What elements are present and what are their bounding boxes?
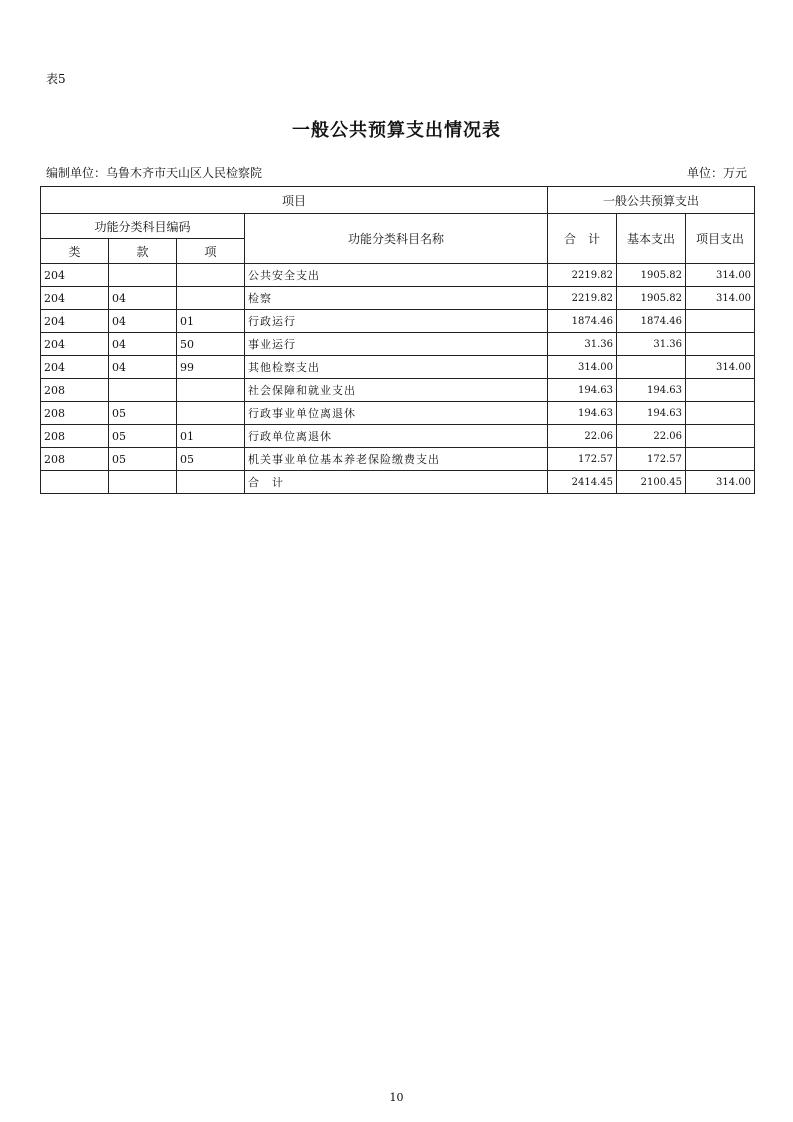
table-row bbox=[41, 425, 755, 448]
cell-lei: 204 bbox=[41, 264, 109, 287]
cell-basic: 1874.46 bbox=[617, 310, 686, 333]
cell-name: 检察 bbox=[245, 287, 548, 310]
cell-total: 31.36 bbox=[548, 333, 617, 356]
cell-project bbox=[686, 379, 755, 402]
cell-project: 314.00 bbox=[686, 287, 755, 310]
cell-lei: 204 bbox=[41, 333, 109, 356]
cell-project bbox=[686, 425, 755, 448]
currency-unit: 单位：万元 bbox=[686, 166, 747, 180]
table-row bbox=[41, 310, 755, 333]
cell-total: 1874.46 bbox=[548, 310, 617, 333]
cell-kuan: 05 bbox=[109, 425, 177, 448]
table-row bbox=[41, 356, 755, 379]
table-row bbox=[41, 448, 755, 471]
cell-xiang: 99 bbox=[177, 356, 245, 379]
header-total: 合 计 bbox=[548, 214, 617, 264]
cell-xiang: 50 bbox=[177, 333, 245, 356]
cell-basic: 194.63 bbox=[617, 379, 686, 402]
cell-name: 机关事业单位基本养老保险缴费支出 bbox=[245, 448, 548, 471]
cell-xiang bbox=[177, 402, 245, 425]
cell-project bbox=[686, 310, 755, 333]
cell-name: 公共安全支出 bbox=[245, 264, 548, 287]
header-project: 项目 bbox=[41, 187, 548, 214]
header-lei: 类 bbox=[41, 239, 109, 264]
cell-total: 314.00 bbox=[548, 356, 617, 379]
header-code-group: 功能分类科目编码 bbox=[41, 214, 245, 239]
cell-name: 事业运行 bbox=[245, 333, 548, 356]
table-row bbox=[41, 402, 755, 425]
cell-kuan: 04 bbox=[109, 310, 177, 333]
cell-kuan bbox=[109, 379, 177, 402]
cell-lei bbox=[41, 471, 109, 494]
cell-project bbox=[686, 448, 755, 471]
cell-kuan bbox=[109, 264, 177, 287]
cell-lei: 204 bbox=[41, 356, 109, 379]
compiling-unit: 编制单位：乌鲁木齐市天山区人民检察院 bbox=[46, 166, 263, 180]
cell-basic: 194.63 bbox=[617, 402, 686, 425]
cell-kuan: 04 bbox=[109, 333, 177, 356]
page-number: 10 bbox=[389, 1091, 404, 1104]
cell-kuan: 04 bbox=[109, 356, 177, 379]
budget-table bbox=[40, 186, 755, 494]
cell-kuan: 05 bbox=[109, 402, 177, 425]
cell-kuan: 04 bbox=[109, 287, 177, 310]
table-body bbox=[41, 264, 755, 494]
cell-name: 合 计 bbox=[245, 471, 548, 494]
header-kuan: 款 bbox=[109, 239, 177, 264]
header-basic: 基本支出 bbox=[617, 214, 686, 264]
cell-project: 314.00 bbox=[686, 471, 755, 494]
cell-lei: 208 bbox=[41, 425, 109, 448]
cell-project: 314.00 bbox=[686, 356, 755, 379]
cell-xiang: 01 bbox=[177, 425, 245, 448]
cell-name: 行政单位离退休 bbox=[245, 425, 548, 448]
cell-basic: 31.36 bbox=[617, 333, 686, 356]
cell-xiang bbox=[177, 264, 245, 287]
table-row bbox=[41, 287, 755, 310]
header-xiang: 项 bbox=[177, 239, 245, 264]
cell-xiang bbox=[177, 379, 245, 402]
cell-basic: 172.57 bbox=[617, 448, 686, 471]
cell-total: 172.57 bbox=[548, 448, 617, 471]
cell-name: 行政事业单位离退休 bbox=[245, 402, 548, 425]
cell-lei: 204 bbox=[41, 310, 109, 333]
header-name: 功能分类科目名称 bbox=[245, 214, 548, 264]
cell-xiang bbox=[177, 471, 245, 494]
cell-name: 其他检察支出 bbox=[245, 356, 548, 379]
page-title: 一般公共预算支出情况表 bbox=[292, 120, 501, 141]
cell-xiang: 05 bbox=[177, 448, 245, 471]
cell-total: 2414.45 bbox=[548, 471, 617, 494]
cell-lei: 204 bbox=[41, 287, 109, 310]
cell-total: 194.63 bbox=[548, 402, 617, 425]
cell-basic: 1905.82 bbox=[617, 287, 686, 310]
cell-lei: 208 bbox=[41, 402, 109, 425]
cell-xiang: 01 bbox=[177, 310, 245, 333]
cell-project bbox=[686, 333, 755, 356]
cell-kuan bbox=[109, 471, 177, 494]
header-project-expense: 项目支出 bbox=[686, 214, 755, 264]
cell-lei: 208 bbox=[41, 379, 109, 402]
cell-basic: 1905.82 bbox=[617, 264, 686, 287]
table-row bbox=[41, 471, 755, 494]
cell-name: 社会保障和就业支出 bbox=[245, 379, 548, 402]
cell-total: 2219.82 bbox=[548, 287, 617, 310]
cell-total: 22.06 bbox=[548, 425, 617, 448]
cell-total: 2219.82 bbox=[548, 264, 617, 287]
cell-project: 314.00 bbox=[686, 264, 755, 287]
cell-basic bbox=[617, 356, 686, 379]
table-row bbox=[41, 379, 755, 402]
cell-total: 194.63 bbox=[548, 379, 617, 402]
cell-basic: 2100.45 bbox=[617, 471, 686, 494]
table-row bbox=[41, 264, 755, 287]
cell-kuan: 05 bbox=[109, 448, 177, 471]
cell-name: 行政运行 bbox=[245, 310, 548, 333]
cell-basic: 22.06 bbox=[617, 425, 686, 448]
table-row bbox=[41, 333, 755, 356]
cell-project bbox=[686, 402, 755, 425]
table-number: 表5 bbox=[46, 72, 66, 86]
header-general-budget: 一般公共预算支出 bbox=[548, 187, 755, 214]
cell-xiang bbox=[177, 287, 245, 310]
cell-lei: 208 bbox=[41, 448, 109, 471]
